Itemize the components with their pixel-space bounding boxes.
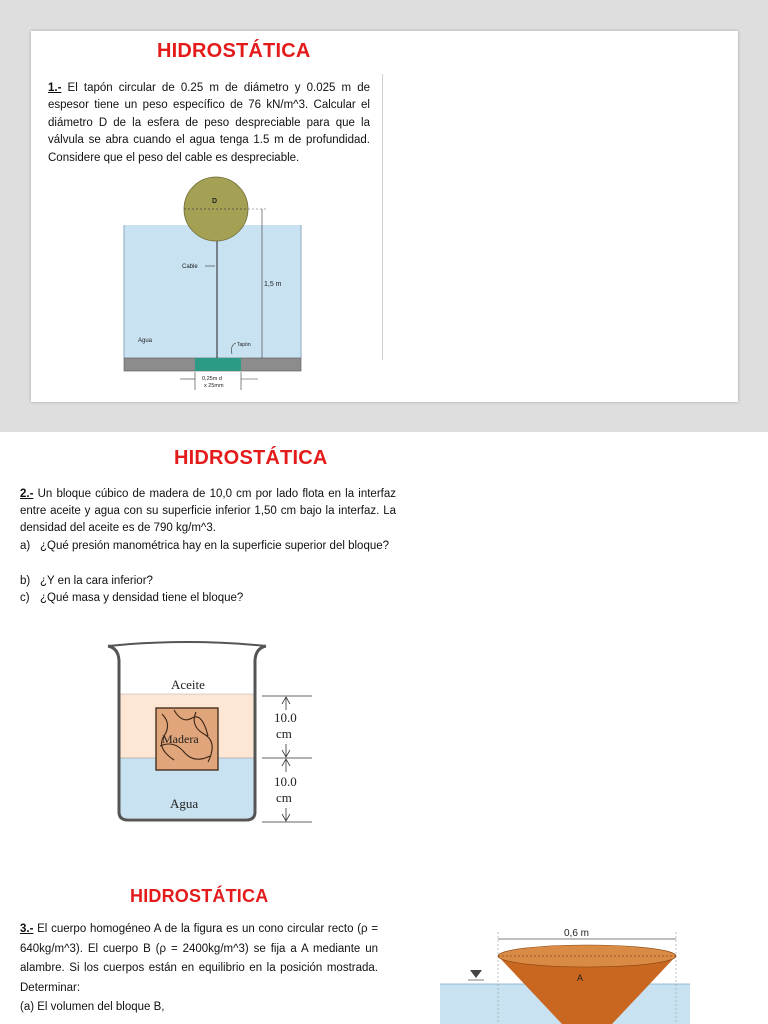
problem-2-item-b xyxy=(20,573,396,590)
section-title-1: HIDROSTÁTICA xyxy=(157,40,311,62)
width-label: 0,6 m xyxy=(564,928,590,939)
plug-label: Tapón xyxy=(237,342,251,348)
problem-3-item-a: (a) El volumen del bloque B, xyxy=(20,1001,165,1013)
problem-3-text xyxy=(20,920,378,1018)
surface-marker xyxy=(470,970,482,978)
problem-3-figure xyxy=(440,922,690,1024)
item-label: c) xyxy=(20,592,30,604)
item-label: a) xyxy=(20,540,31,552)
water-label: Agua xyxy=(138,338,153,344)
problem-1-number: 1.- xyxy=(48,82,62,94)
sphere-label: D xyxy=(212,198,218,205)
dim-1-value: 10.0 xyxy=(274,710,297,725)
problem-2-item-c xyxy=(20,590,396,607)
section-title-2: HIDROSTÁTICA xyxy=(174,447,328,469)
beaker-rim xyxy=(108,642,266,646)
problem-1-figure xyxy=(120,172,310,396)
item-label: b) xyxy=(20,575,31,587)
problem-1-statement: El tapón circular de 0.25 m de diámetro y 0.025 m de espesor tiene un peso específico de 76 kN/m^3. Calcular el diámetro D de la esfera de peso despreciable para que la válvula se abra cuando el agua tenga 1.5 m de profundidad. Considere que el peso del cable es despreciable. xyxy=(48,82,370,164)
problem-2-text xyxy=(20,486,396,538)
wood-label: Madera xyxy=(162,732,199,746)
problem-2-item-a xyxy=(20,538,396,555)
problem-2-statement: Un bloque cúbico de madera de 10,0 cm por lado flota en la interfaz entre aceite y agua con su superficie inferior 1,50 cm bajo la interfaz. La densidad del aceite es de 790 kg/m^3. xyxy=(20,488,396,535)
oil-label: Aceite xyxy=(171,677,205,692)
plug xyxy=(195,358,241,371)
item-text: ¿Y en la cara inferior? xyxy=(40,575,153,587)
cone-label: A xyxy=(577,973,584,983)
problem-2-figure xyxy=(100,636,320,830)
section-title-3: HIDROSTÁTICA xyxy=(130,886,269,906)
dim-2-value: 10.0 xyxy=(274,774,297,789)
item-text: ¿Qué presión manométrica hay en la superficie superior del bloque? xyxy=(40,540,390,552)
problem-3-number: 3.- xyxy=(20,923,34,935)
dim-1-unit: cm xyxy=(276,726,292,741)
depth-label: 1,5 m xyxy=(264,281,282,288)
plug-dim-label-1: 0,25m d xyxy=(202,376,222,382)
plug-dim-label-2: x 25mm xyxy=(204,383,224,389)
problem-1-text xyxy=(48,80,370,167)
column-divider xyxy=(382,74,383,360)
dim-2-unit: cm xyxy=(276,790,292,805)
item-text: ¿Qué masa y densidad tiene el bloque? xyxy=(40,592,244,604)
problem-3-statement: El cuerpo homogéneo A de la figura es un cono circular recto (ρ = 640kg/m^3). El cuerpo B (ρ = 2400kg/m^3) se fija a A mediante un alambre. Si los cuerpos están en equilibrio en la posición mostrada. Determinar: xyxy=(20,923,378,994)
cable-label: Cable xyxy=(182,264,198,270)
water-label: Agua xyxy=(170,796,199,811)
problem-2-number: 2.- xyxy=(20,488,34,500)
